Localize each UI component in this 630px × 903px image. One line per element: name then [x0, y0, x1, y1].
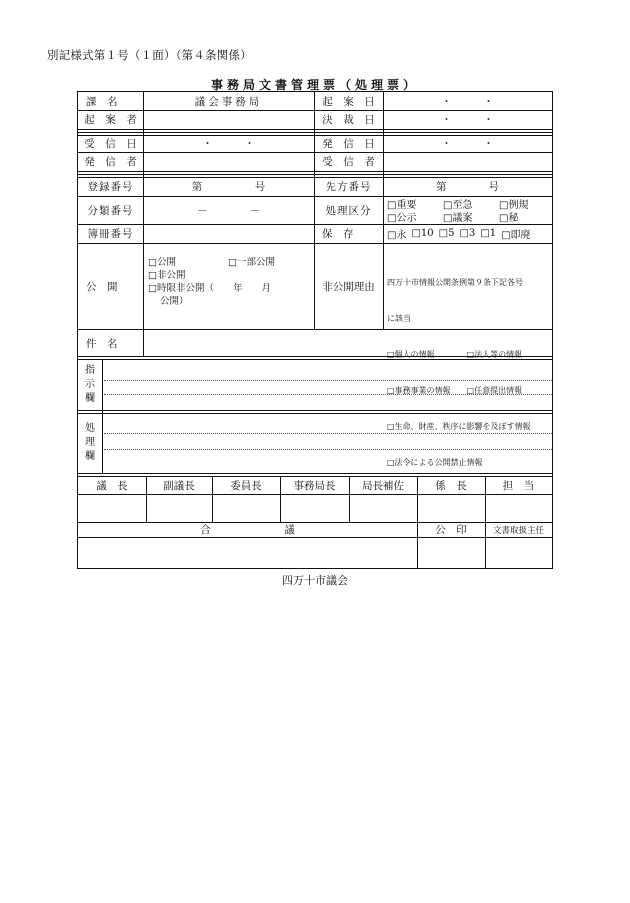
staff-seal[interactable] — [485, 494, 552, 522]
disclosure-options — [148, 243, 314, 329]
timed-nonpublic-checkbox[interactable]: □時限非公開（ 年 月 — [148, 283, 271, 294]
committee-chair-seal[interactable] — [212, 494, 280, 522]
subject-value[interactable] — [143, 330, 552, 356]
form-reference: 別記様式第１号（１面）（第４条関係） — [47, 48, 252, 62]
processing-label: 処 理 欄 — [85, 423, 95, 462]
drafted-date-value[interactable]: ・ ・ — [441, 95, 494, 108]
deputy-director-header: 局長補佐 — [362, 479, 404, 492]
decision-date-value[interactable]: ・ ・ — [441, 114, 494, 126]
committee-chair-header: 委員長 — [230, 479, 262, 492]
partial-public-checkbox[interactable]: □一部公開 — [228, 257, 275, 268]
urgent-checkbox[interactable]: □至急 — [443, 200, 473, 211]
timed-nonpublic-suffix: 公開） — [160, 296, 189, 307]
section-label: 課 名 — [86, 95, 118, 108]
management-form — [77, 91, 553, 569]
drafted-date-label: 起 案 日 — [322, 95, 375, 108]
processing-class-options — [387, 196, 552, 224]
organization-name: 四万十市議会 — [282, 574, 348, 587]
retention-permanent-checkbox[interactable]: □永 — [387, 230, 407, 241]
vice-chairman-seal[interactable] — [146, 494, 212, 522]
chairman-seal[interactable] — [78, 494, 146, 522]
nondisclosure-reason-text: 四万十市情報公開条例第９条下記各号 に該当 □個人の情報 □法人等の情報 □事務事業の情報 □任意提出情報 □生命、財産、秩序に影響を及ぼす情報 □法令による公開禁止情報 — [387, 243, 552, 329]
instructions-label: 指 示 欄 — [85, 364, 95, 404]
council-field[interactable] — [78, 537, 417, 568]
classification-no-value[interactable]: － － — [197, 204, 260, 217]
deputy-director-seal[interactable] — [349, 494, 417, 522]
secretary-general-header: 事務局長 — [293, 479, 336, 492]
retention-3-checkbox[interactable]: □3 — [459, 228, 476, 239]
retention-immediate-checkbox[interactable]: □即廃 — [501, 230, 531, 241]
other-party-no-label: 先方番号 — [325, 180, 372, 193]
drafter-value[interactable] — [143, 110, 314, 129]
council-header: 合 議 — [200, 524, 295, 536]
processing-field[interactable] — [102, 413, 552, 473]
public-notice-checkbox[interactable]: □公示 — [387, 213, 417, 224]
public-checkbox[interactable]: □公開 — [148, 257, 176, 268]
nondisclosure-reason-label: 非公開理由 — [322, 280, 375, 293]
registration-no-value[interactable]: 第 号 — [191, 180, 266, 193]
chairman-header: 議 長 — [96, 479, 128, 492]
form-title: 事務局文書管理票（処理票） — [210, 78, 419, 92]
received-date-value[interactable]: ・ ・ — [202, 137, 255, 150]
secretary-general-seal[interactable] — [280, 494, 349, 522]
recipient-label: 受 信 者 — [322, 156, 375, 168]
other-party-no-value[interactable]: 第 号 — [436, 180, 499, 193]
ledger-no-value[interactable] — [143, 224, 314, 243]
registration-no-label: 登録番号 — [87, 180, 134, 193]
important-checkbox[interactable]: □重要 — [387, 200, 417, 211]
subject-label: 件 名 — [86, 337, 118, 350]
sender-value[interactable] — [143, 152, 314, 171]
nonpublic-checkbox[interactable]: □非公開 — [148, 270, 186, 281]
personal-info-checkbox[interactable]: □個人の情報 □法人等の情報 — [387, 350, 523, 359]
retention-10-checkbox[interactable]: □10 — [411, 228, 434, 239]
sender-label: 発 信 者 — [84, 156, 137, 168]
bill-checkbox[interactable]: □議案 — [443, 213, 473, 224]
official-seal-field[interactable] — [417, 537, 485, 568]
retention-options — [387, 224, 552, 243]
vice-chairman-header: 副議長 — [163, 479, 195, 492]
regulation-checkbox[interactable]: □例規 — [499, 200, 529, 211]
retention-label: 保 存 — [322, 228, 354, 240]
recipient-value[interactable] — [383, 152, 552, 171]
section-value: 議会事務局 — [194, 95, 263, 108]
legal-prohibition-checkbox[interactable]: □法令による公開禁止情報 — [387, 458, 483, 467]
classification-no-label: 分類番号 — [87, 204, 134, 217]
business-info-checkbox[interactable]: □事務事業の情報 □任意提出情報 — [387, 386, 523, 395]
retention-5-checkbox[interactable]: □5 — [438, 228, 455, 239]
ledger-no-label: 簿冊番号 — [87, 228, 134, 240]
retention-1-checkbox[interactable]: □1 — [480, 228, 497, 239]
sent-date-label: 発 信 日 — [322, 137, 375, 150]
processing-class-label: 処理区分 — [325, 204, 372, 217]
received-date-label: 受 信 日 — [84, 137, 137, 150]
disclosure-label: 公 開 — [86, 280, 118, 293]
life-property-checkbox[interactable]: □生命、財産、秩序に影響を及ぼす情報 — [387, 422, 531, 431]
official-seal-header: 公 印 — [435, 524, 467, 536]
records-officer-header: 文書取扱主任 — [492, 525, 544, 536]
records-officer-field[interactable] — [485, 537, 552, 568]
chief-seal[interactable] — [417, 494, 485, 522]
drafter-label: 起 案 者 — [84, 114, 137, 126]
decision-date-label: 決 裁 日 — [322, 114, 375, 126]
staff-header: 担 当 — [502, 479, 535, 492]
sent-date-value[interactable]: ・ ・ — [441, 137, 494, 150]
secret-checkbox[interactable]: □秘 — [499, 213, 519, 224]
instructions-field[interactable] — [102, 359, 552, 410]
chief-header: 係 長 — [435, 479, 467, 492]
